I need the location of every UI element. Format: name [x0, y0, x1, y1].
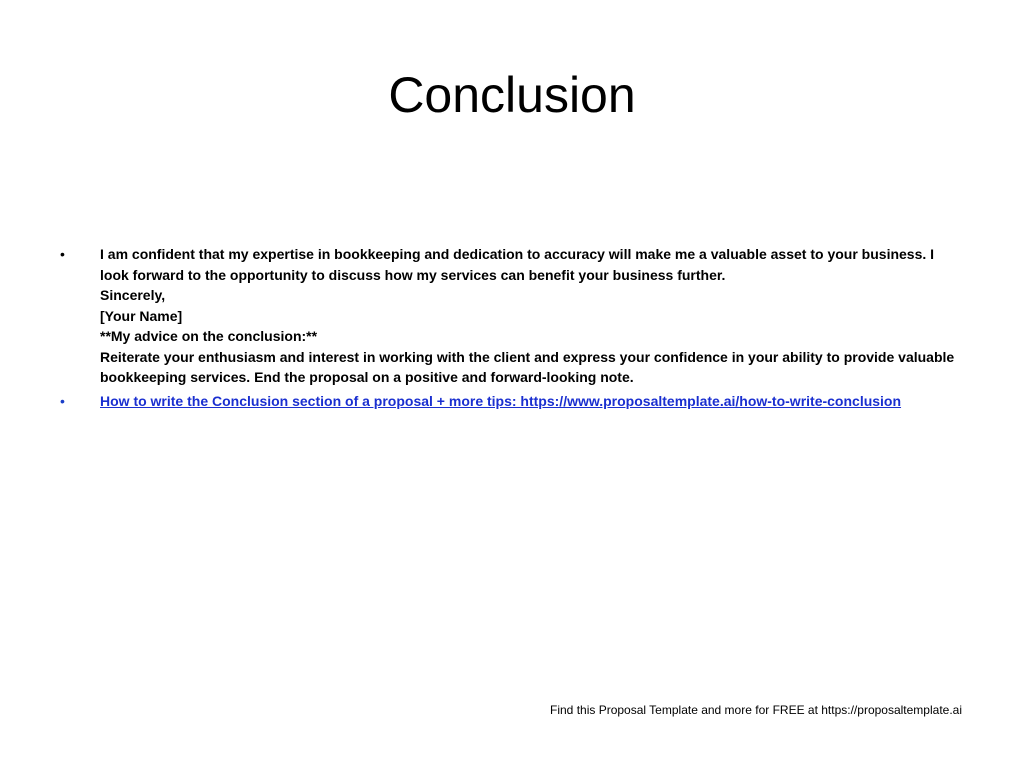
list-item-conclusion-text	[56, 244, 956, 388]
tips-link[interactable]: How to write the Conclusion section of a proposal + more tips: https://www.proposaltemplate.ai/how-to-write-conclusion	[100, 392, 902, 409]
conclusion-paragraph: I am confident that my expertise in bookkeeping and dedication to accuracy will make me a valuable asset to your business. I look forward to the opportunity to discuss how my services can benefit your business further.	[100, 246, 935, 283]
footer-text: Find this Proposal Template and more for FREE at https://proposaltemplate.ai	[550, 703, 962, 717]
bullet-icon: •	[60, 246, 65, 262]
content-list	[56, 244, 956, 414]
advice-text: Reiterate your enthusiasm and interest in working with the client and express your confidence in your ability to provide valuable bookkeeping services. End the proposal on a positive and forward-looking note.	[100, 348, 955, 385]
bullet-icon: •	[60, 392, 65, 409]
signature-placeholder: [Your Name]	[100, 307, 183, 324]
advice-heading: **My advice on the conclusion:**	[100, 328, 318, 344]
sign-off: Sincerely,	[100, 287, 166, 303]
slide-title: Conclusion	[388, 67, 636, 123]
list-item-tips-link	[56, 391, 956, 412]
